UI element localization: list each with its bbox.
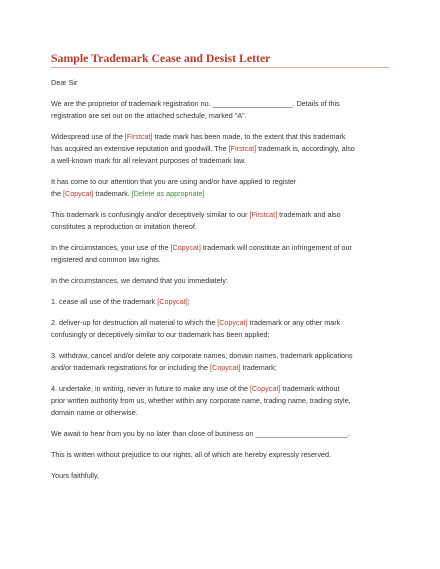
salutation: Dear Sir	[51, 78, 78, 87]
placeholder-firstcat: [Firstcat]	[249, 210, 278, 219]
placeholder-firstcat: [Firstcat]	[124, 132, 153, 141]
placeholder-firstcat: [Firstcat]	[228, 144, 257, 153]
paragraph-deadline: We await to hear from you by no later than close of business on _______________________.	[51, 429, 350, 438]
placeholder-copycat: [Copycat]	[157, 297, 188, 306]
demand-item-2: 2. deliver-up for destruction all material to which the [Copycat] trademark or any other mark confusingly or deceptively similar to our trademark has been applied;	[51, 318, 341, 339]
page-title: Sample Trademark Cease and Desist Letter	[51, 51, 271, 65]
placeholder-copycat: [Copycat]	[210, 363, 241, 372]
paragraph-reputation: Widespread use of the [Firstcat] trade mark has been made, to the extent that this trademark has acquired an extensive reputation and goodwill. The [Firstcat] trademark is, accordingly, also a well-known mark for all relevant purposes of trademark law.	[51, 132, 355, 165]
placeholder-copycat: [Copycat]	[63, 189, 94, 198]
paragraph-similarity: This trademark is confusingly and/or deceptively similar to our [Firstcat] trademark and also constitutes a reproduction or imitation thereof.	[51, 210, 341, 231]
closing: Yours faithfully,	[51, 471, 99, 480]
paragraph-infringement: In the circumstances, your use of the [Copycat] trademark will constitute an infringement of our registered and common law rights.	[51, 243, 352, 264]
demand-item-1: 1. cease all use of the trademark [Copycat];	[51, 297, 190, 306]
demand-item-3: 3. withdraw, cancel and/or delete any corporate names, domain names, trademark applications and/or trademark registrations for or including the [Copycat] trademark;	[51, 351, 353, 372]
paragraph-registration: We are the proprietor of trademark registration no. ____________________. Details of this registration are set out on the attached schedule, marked "A".	[51, 99, 340, 120]
letter-body	[51, 77, 396, 491]
placeholder-copycat: [Copycat]	[249, 384, 281, 393]
paragraph-demand: In the circumstances, we demand that you immediately:	[51, 276, 228, 285]
demand-item-4: 4. undertake, in writing, never in future to make any use of the [Copycat] trademark without prior written authority from us, whether within any corporate name, trading name, trading style, domain name or otherwise.	[51, 384, 351, 417]
placeholder-copycat: [Copycat]	[170, 243, 201, 252]
paragraph-attention: It has come to our attention that you are using and/or have applied to register the [Copycat] trademark. [Delete as appropriate]	[51, 177, 297, 198]
paragraph-without-prejudice: This is written without prejudice to our rights, all of which are hereby expressly reserved.	[51, 450, 332, 459]
delete-note: [Delete as appropriate]	[131, 189, 205, 198]
title-divider	[51, 67, 389, 68]
placeholder-copycat: [Copycat]	[217, 318, 248, 327]
